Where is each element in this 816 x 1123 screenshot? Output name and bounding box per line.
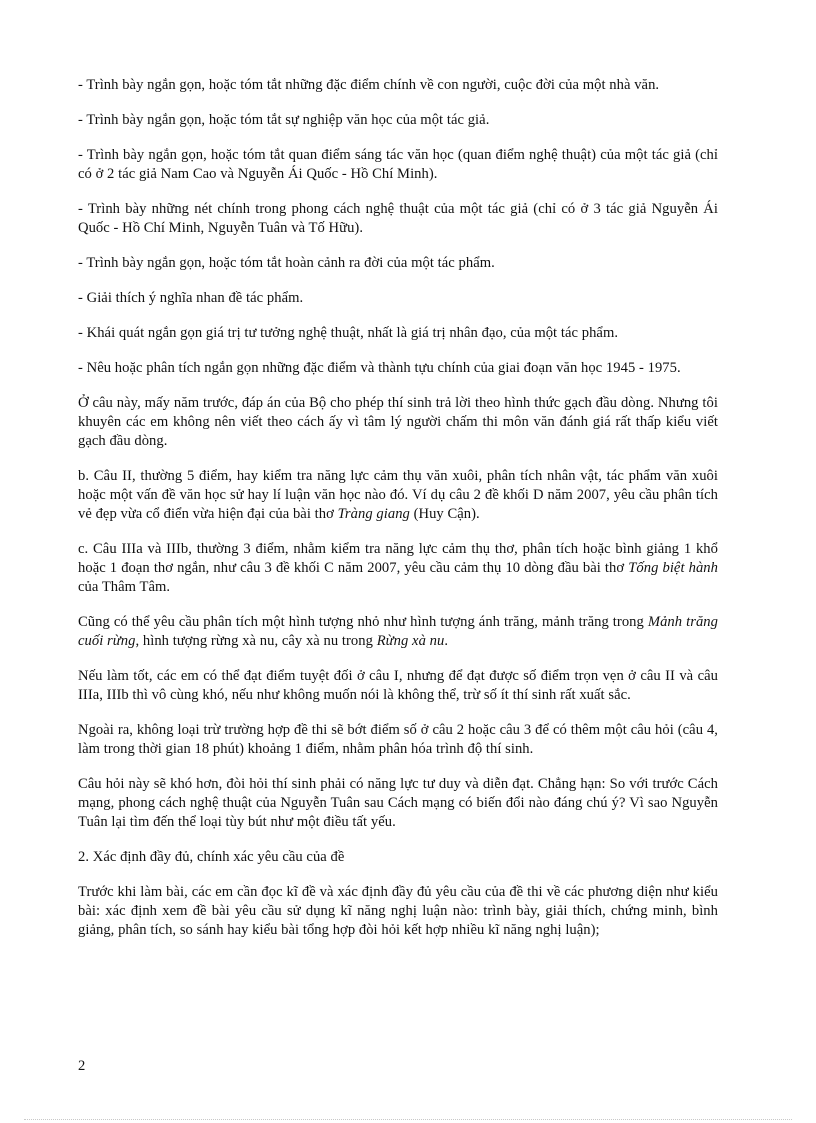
document-page bbox=[78, 76, 718, 956]
advice-paragraph: Ở câu này, mấy năm trước, đáp án của Bộ cho phép thí sinh trả lời theo hình thức gạch đầu dòng. Nhưng tôi khuyên các em không nên viết theo cách ấy vì tâm lý người chấm thi môn văn đánh giá rất thấp kiểu viết gạch đầu dòng. bbox=[78, 395, 718, 449]
bullet-paragraph: - Giải thích ý nghĩa nhan đề tác phẩm. bbox=[78, 290, 304, 306]
hinh-tuong-text-end: . bbox=[444, 633, 449, 649]
body-paragraph: Trước khi làm bài, các em cần đọc kĩ đề và xác định đầy đủ yêu cầu của đề thi về các phương diện như kiểu bài: xác định xem đề bài yêu cầu sử dụng kĩ năng nghị luận nào: trình bày, giải thích, chứng minh, bình giảng, phân tích, so sánh hay kiểu bài tổng hợp đòi hỏi kết hợp nhiều kĩ năng nghị luận); bbox=[78, 884, 718, 938]
body-paragraph: Ngoài ra, không loại trừ trường hợp đề thi sẽ bớt điểm số ở câu 2 hoặc câu 3 để có thêm một câu hỏi (câu 4, làm trong thời gian 18 phút) khoảng 1 điểm, nhằm phân hóa trình độ thí sinh. bbox=[78, 722, 718, 757]
section-heading: 2. Xác định đầy đủ, chính xác yêu cầu của đề bbox=[78, 849, 345, 865]
hinh-tuong-title-2: Rừng xà nu bbox=[376, 633, 445, 649]
cau3-paragraph bbox=[78, 540, 718, 597]
page-number: 2 bbox=[78, 1058, 86, 1074]
body-paragraph: Nếu làm tốt, các em có thể đạt điểm tuyệt đối ở câu I, nhưng để đạt được số điểm trọn vẹn ở câu II và câu IIIa, IIIb thì vô cùng khó, nếu như không muốn nói là không thể, trừ số ít thí sinh rất xuất sắc. bbox=[78, 668, 718, 703]
cau2-text: b. Câu II, thường 5 điểm, hay kiểm tra năng lực cảm thụ văn xuôi, phân tích nhân vật, tác phẩm văn xuôi hoặc một vấn đề văn học sử hay lí luận văn học nào đó. Ví dụ câu 2 đề khối D năm 2007, yêu cầu phân tích vẻ đẹp vừa cổ điển vừa hiện đại của bài thơ bbox=[78, 468, 718, 522]
bullet-paragraph: - Nêu hoặc phân tích ngắn gọn những đặc điểm và thành tựu chính của giai đoạn văn học 1945 - 1975. bbox=[78, 360, 681, 376]
hinh-tuong-text-middle: , hình tượng rừng xà nu, cây xà nu trong bbox=[135, 633, 377, 649]
bullet-paragraph: - Trình bày ngắn gọn, hoặc tóm tắt sự nghiệp văn học của một tác giả. bbox=[78, 112, 490, 128]
bullet-paragraph: - Trình bày ngắn gọn, hoặc tóm tắt hoàn cảnh ra đời của một tác phẩm. bbox=[78, 255, 495, 271]
bullet-paragraph: - Trình bày ngắn gọn, hoặc tóm tắt những đặc điểm chính về con người, cuộc đời của một nhà văn. bbox=[78, 77, 660, 93]
bullet-paragraph: - Trình bày ngắn gọn, hoặc tóm tắt quan điểm sáng tác văn học (quan điểm nghệ thuật) của một tác giả (chỉ có ở 2 tác giả Nam Cao và Nguyễn Ái Quốc - Hồ Chí Minh). bbox=[78, 147, 718, 182]
cau3-text-end: của Thâm Tâm. bbox=[78, 579, 171, 595]
bullet-paragraph: - Trình bày những nét chính trong phong cách nghệ thuật của một tác giả (chỉ có ở 3 tác giả Nguyễn Ái Quốc - Hồ Chí Minh, Nguyễn Tuân và Tố Hữu). bbox=[78, 201, 718, 236]
hinh-tuong-title-1: Mảnh trăng cuối rừng bbox=[78, 614, 718, 649]
page-bottom-divider bbox=[24, 1119, 792, 1120]
cau2-text-end: (Huy Cận). bbox=[409, 506, 480, 522]
cau2-paragraph bbox=[78, 467, 718, 524]
cau2-title: Tràng giang bbox=[337, 506, 410, 522]
bullet-paragraph: - Khái quát ngắn gọn giá trị tư tưởng nghệ thuật, nhất là giá trị nhân đạo, của một tác phẩm. bbox=[78, 325, 619, 341]
hinh-tuong-paragraph bbox=[78, 613, 718, 651]
body-paragraph: Câu hỏi này sẽ khó hơn, đòi hỏi thí sinh phải có năng lực tư duy và diễn đạt. Chẳng hạn: So với trước Cách mạng, phong cách nghệ thuật của Nguyễn Tuân sau Cách mạng có biến đổi nào đáng chú ý? Vì sao Nguyễn Tuân lại tìm đến thể loại tùy bút như một điều tất yếu. bbox=[78, 776, 718, 830]
hinh-tuong-text: Cũng có thể yêu cầu phân tích một hình tượng nhỏ như hình tượng ánh trăng, mảnh trăng trong bbox=[78, 614, 648, 630]
cau3-text: c. Câu IIIa và IIIb, thường 3 điểm, nhằm kiểm tra năng lực cảm thụ thơ, phân tích hoặc bình giảng 1 khổ hoặc 1 đoạn thơ ngắn, như câu 3 đề khối C năm 2007, yêu cầu cảm thụ 10 dòng đầu bài thơ bbox=[78, 541, 718, 576]
cau3-title: Tống biệt hành bbox=[628, 560, 718, 576]
